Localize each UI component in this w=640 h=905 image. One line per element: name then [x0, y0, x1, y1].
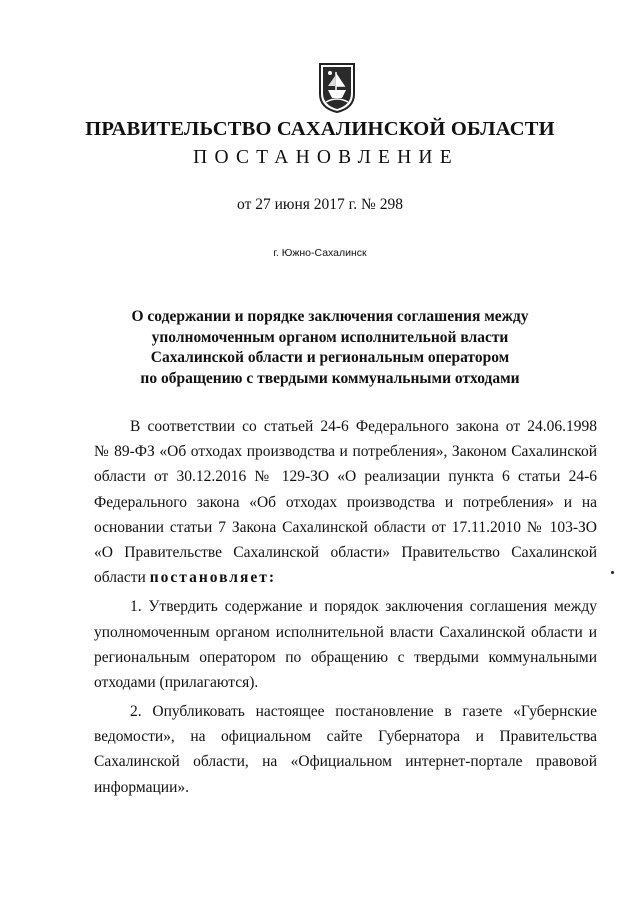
resolves-keyword: постановляет:: [149, 569, 277, 587]
item2-line: Сахалинской области, на «Официальном интернет-портале правовой: [94, 753, 597, 771]
stray-mark: [611, 571, 614, 574]
item1-line: отходами (прилагаются).: [94, 673, 259, 691]
item1-line: 1. Утвердить содержание и порядок заключения соглашения между: [130, 598, 597, 616]
body-line: области от 30.12.2016 № 129-ЗО «О реализации пункта 6 статьи 24-6: [94, 468, 597, 486]
document-city: г. Южно-Сахалинск: [273, 247, 367, 259]
document-type: ПОСТАНОВЛЕНИЕ: [193, 147, 459, 168]
item1-line: региональным оператором по обращению с твердыми коммунальными: [94, 648, 597, 666]
subject-line: О содержании и порядке заключения соглашения между: [131, 308, 529, 325]
subject-line: по обращению с твердыми коммунальными отходами: [140, 369, 520, 387]
item2-line: ведомости», на официальном сайте Губернатора и Правительства: [94, 728, 597, 746]
coat-of-arms-icon: [316, 60, 358, 114]
document-subject: [120, 307, 540, 389]
item2-line: информации».: [94, 778, 189, 796]
body-line: «О Правительстве Сахалинской области» Правительство Сахалинской: [94, 543, 597, 561]
subject-line: уполномоченным органом исполнительной власти: [151, 328, 509, 346]
body-line: Федерального закона «Об отходах производства и потребления» и на: [94, 493, 597, 511]
document-date-number: от 27 июня 2017 г. № 298: [237, 196, 403, 213]
body-line: основании статьи 7 Закона Сахалинской области от 17.11.2010 № 103-ЗО: [94, 518, 597, 536]
item1-line: уполномоченным органом исполнительной власти Сахалинской области и: [94, 623, 597, 641]
subject-line: Сахалинской области и региональным оператором: [150, 349, 510, 366]
government-title: ПРАВИТЕЛЬСТВО САХАЛИНСКОЙ ОБЛАСТИ: [85, 118, 555, 140]
body-line: В соответствии со статьей 24-6 Федерального закона от 24.06.1998: [130, 418, 597, 435]
body-line-resolves: [94, 565, 597, 590]
document-body: [94, 414, 597, 800]
preamble-last-word: области: [94, 569, 146, 587]
body-line: № 89-ФЗ «Об отходах производства и потребления», Законом Сахалинской: [94, 443, 597, 461]
item2-line: 2. Опубликовать настоящее постановление в газете «Губернские: [130, 703, 597, 721]
